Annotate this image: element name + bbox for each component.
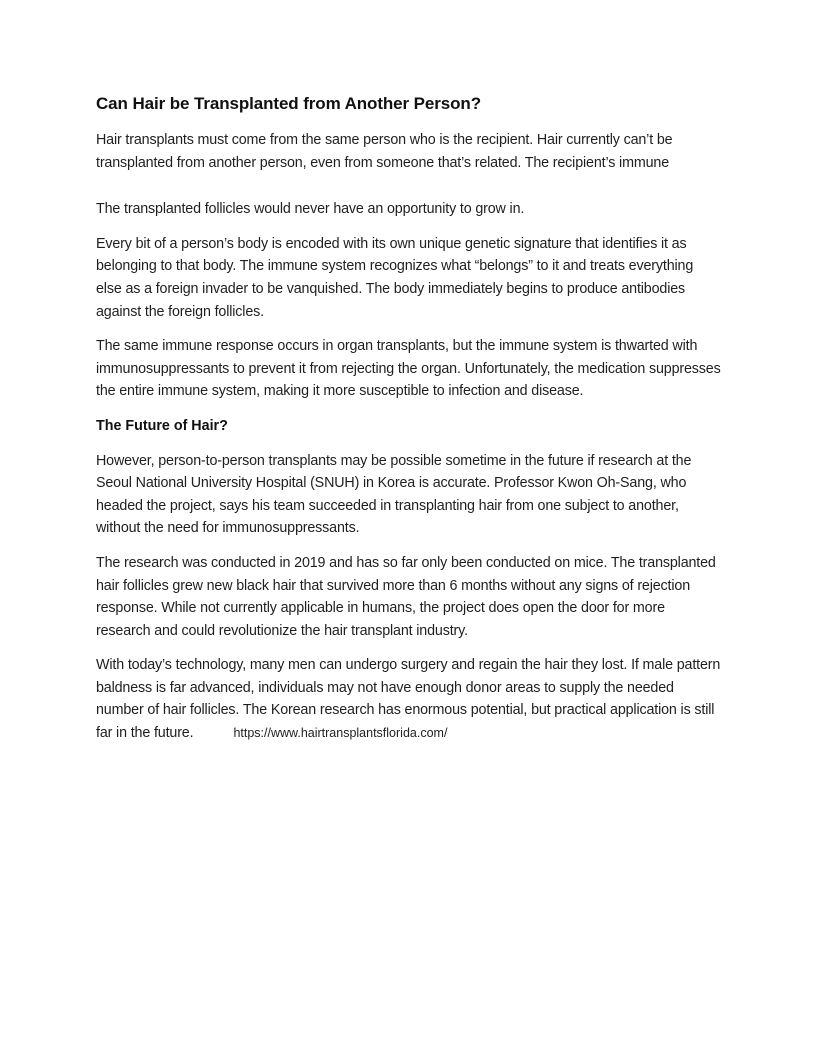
paragraph-snuh-research: However, person-to-person transplants may be possible sometime in the future if research at the Seoul National University Hospital (SNUH) in Korea is accurate. Professor Kwon Oh-Sang, who headed the project, says his team succeeded in transplanting hair from one subject to another, without the need for immunosuppressants. [96,452,692,537]
paragraph-follicles: The transplanted follicles would never have an opportunity to grow in. [96,201,525,218]
document-body [96,92,721,757]
source-url-link[interactable]: https://www.hairtransplantsflorida.com/ [233,726,448,741]
paragraph-todays-technology [96,654,721,744]
paragraph-intro: Hair transplants must come from the same person who is the recipient. Hair currently can’t be transplanted from another person, even from someone that’s related. The recipient’s immune [96,132,673,171]
paragraph-genetic-signature: Every bit of a person’s body is encoded with its own unique genetic signature that identifies it as belonging to that body. The immune system recognizes what “belongs” to it and treats everything else as a foreign invader to be vanquished. The body immediately begins to produce antibodies against the foreign follicles. [96,235,694,320]
paragraph-mice-research: The research was conducted in 2019 and has so far only been conducted on mice. The transplanted hair follicles grew new black hair that survived more than 6 months without any signs of rejection response. While not currently applicable in humans, the project does open the door for more research and could revolutionize the hair transplant industry. [96,554,716,639]
paragraph-organ-transplants: The same immune response occurs in organ transplants, but the immune system is thwarted with immunosuppressants to prevent it from rejecting the organ. Unfortunately, the medication suppresses the entire immune system, making it more susceptible to infection and disease. [96,338,721,400]
section-heading-future: The Future of Hair? [96,417,228,434]
paragraph-todays-technology-text: With today’s technology, many men can undergo surgery and regain the hair they lost. If male pattern baldness is far advanced, individuals may not have enough donor areas to supply the needed number of hair follicles. The Korean research has enormous potential, but practical application is still far in the future. [96,657,721,742]
page-title: Can Hair be Transplanted from Another Person? [96,94,481,113]
